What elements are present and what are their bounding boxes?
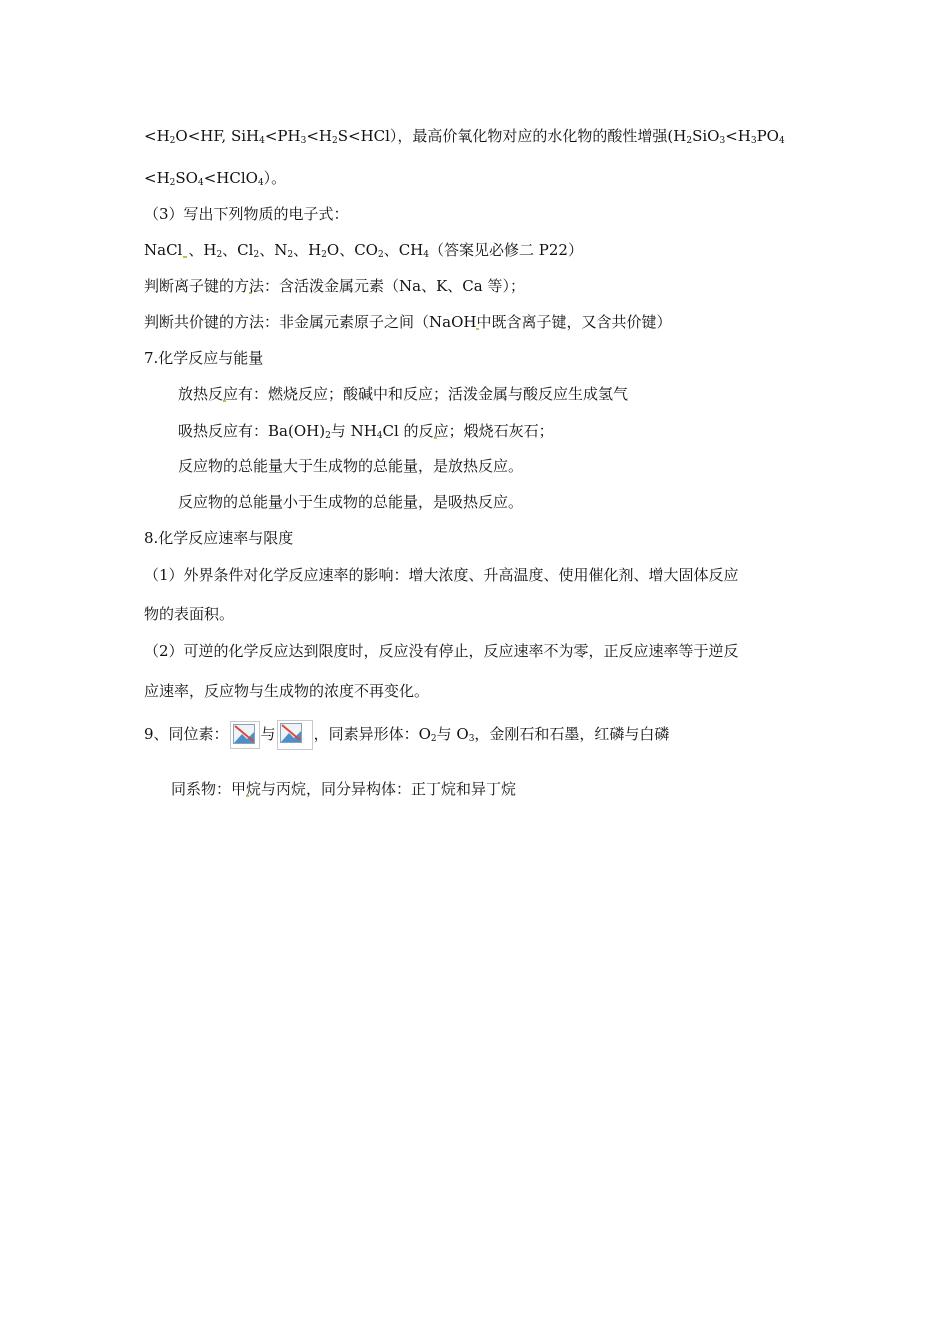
endothermic-energy-rule: 反应物的总能量小于生成物的总能量，是吸热反应。 [178, 493, 524, 511]
equilibrium-line-1: （2）可逆的化学反应达到限度时，反应没有停止，反应速率不为零，正反应速率等于逆反 [144, 642, 739, 660]
exothermic-reactions: 放热反应有：燃烧反应；酸碱中和反应；活泼金属与酸反应生成氢气 [178, 385, 629, 403]
broken-image-icon [230, 721, 260, 749]
homolog-isomer-line: 同系物：甲烷与丙烷，同分异构体：正丁烷和异丁烷 [171, 780, 517, 798]
broken-image-icon [277, 720, 313, 750]
electron-formula-heading: （3）写出下列物质的电子式： [144, 205, 349, 223]
section-8-heading: 8.化学反应速率与限度 [144, 529, 294, 547]
section-7-heading: 7.化学反应与能量 [144, 349, 264, 367]
rate-factors-line-1: （1）外界条件对化学反应速率的影响：增大浓度、升高温度、使用催化剂、增大固体反应 [144, 566, 739, 584]
covalent-bond-rule: 判断共价键的方法：非金属元素原子之间（NaOH中既含离子键，又含共价键） [144, 313, 672, 331]
electron-formula-list: NaCl 、$H_2$、$Cl_2$、$N_2$、$H_2O$、$CO_2$、$CH_4$（答案见必修二 P22） [144, 241, 583, 260]
section-9-line: 9、同位素： 与 ，同素异形体：$O_2$与 $O_3$，金刚石和石墨，红磷与白磷 [144, 720, 669, 750]
exothermic-energy-rule: 反应物的总能量大于生成物的总能量，是放热反应。 [178, 457, 524, 475]
equilibrium-line-2: 应速率，反应物与生成物的浓度不再变化。 [144, 682, 430, 700]
ionic-bond-rule: 判断离子键的方法：含活泼金属元素（Na、K、Ca 等）； [144, 277, 525, 295]
highlight-mark [183, 256, 187, 258]
rate-factors-line-2: 物的表面积。 [144, 605, 235, 623]
acid-order-line-2: $<H_2SO_4<HClO_4$）。 [144, 169, 287, 188]
acid-order-line-1: $<H_2O<HF$, $SiH_4<PH_3<H_2S<HCl$），最高价氧化物对应的水化物的酸性增强($H_2SiO_3<H_3PO_4$ [144, 127, 785, 146]
endothermic-reactions: 吸热反应有：$Ba(OH)_2$与 $NH_4Cl$ 的反应；煅烧石灰石； [178, 422, 554, 441]
